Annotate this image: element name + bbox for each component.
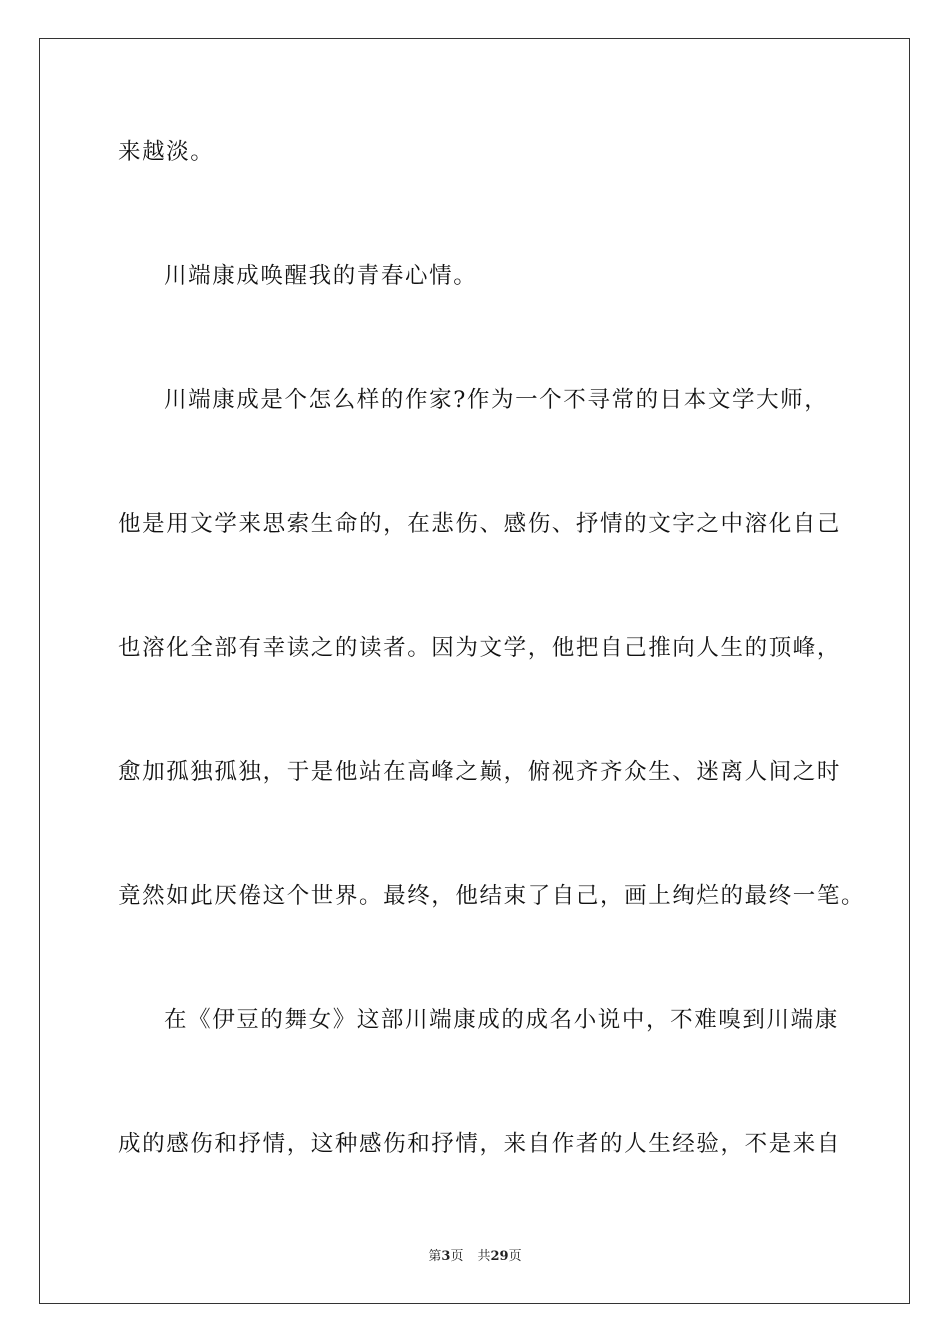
- text-line-6: 愈加孤独孤独，于是他站在高峰之巅，俯视齐齐众生、迷离人间之时: [118, 759, 842, 785]
- page-suffix: 页: [450, 1249, 464, 1264]
- page-number: 3: [441, 1249, 451, 1264]
- page-border: [39, 38, 910, 1304]
- text-line-2: 川端康成唤醒我的青春心情。: [164, 263, 478, 289]
- text-line-7: 竟然如此厌倦这个世界。最终，他结束了自己，画上绚烂的最终一笔。: [118, 883, 866, 909]
- page-prefix: 第: [428, 1249, 442, 1264]
- text-line-5: 也溶化全部有幸读之的读者。因为文学，他把自己推向人生的顶峰，: [118, 635, 842, 661]
- total-pages: 29: [490, 1249, 509, 1264]
- text-line-4: 他是用文学来思索生命的，在悲伤、感伤、抒情的文字之中溶化自己: [118, 511, 842, 537]
- text-line-8: 在《伊豆的舞女》这部川端康成的成名小说中，不难嗅到川端康: [164, 1007, 839, 1033]
- total-suffix: 页: [508, 1249, 522, 1264]
- page-footer: [0, 1248, 950, 1266]
- text-line-1: 来越淡。: [118, 139, 215, 165]
- text-line-9: 成的感伤和抒情，这种感伤和抒情，来自作者的人生经验，不是来自: [118, 1131, 842, 1157]
- text-line-3: 川端康成是个怎么样的作家?作为一个不寻常的日本文学大师，: [164, 387, 829, 413]
- total-prefix: 共: [477, 1249, 491, 1264]
